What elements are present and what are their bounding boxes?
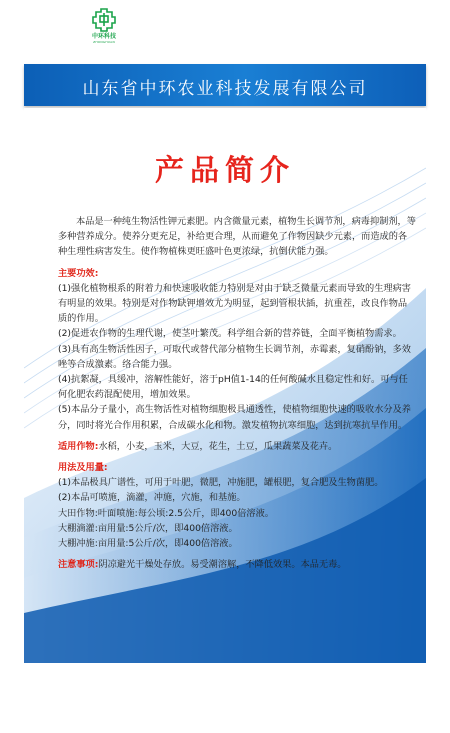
notice-line xyxy=(58,557,416,572)
logo-mark-icon xyxy=(92,8,116,32)
intro-paragraph: 本品是一种纯生物活性钾元素肥。内含微量元素，植物生长调节剂，病毒抑制剂，等多种营养成分。使养分更充足，补给更合理，从而避免了作物因缺少元素，而造成的各种生理性病害发生。使作物植株更旺盛叶色更浓绿，抗倒伏能力强。 xyxy=(58,216,416,258)
content-panel xyxy=(24,108,426,663)
function-item: (3)具有高生物活性因子，可取代或替代部分植物生长调节剂，赤霉素，复硝酚钠，多效唑等合成激素。络合能力强。 xyxy=(58,343,411,370)
usage-item: (1)本品极具广谱性，可用于叶肥，微肥，冲施肥，罐根肥，复合肥及生物菌肥。 xyxy=(58,477,384,489)
notice-label: 注意事项: xyxy=(58,559,99,571)
usage-item: 大棚滴灌:亩用量:5公斤/次，即400倍溶液。 xyxy=(58,522,238,534)
crops-text: 水稻，小麦，玉米，大豆，花生，土豆，瓜果蔬菜及花卉。 xyxy=(98,440,338,452)
usage-item: (2)本品可喷施，滴灌，冲施，穴施，和基施。 xyxy=(58,492,246,504)
functions-title: 主要功效: xyxy=(58,267,99,279)
function-item: (1)强化植物根系的附着力和快速吸收能力特别是对由于缺乏微量元素而导致的生理病害有明显的效果。特别是对作物缺钾增效尤为明显，起到管根状插，抗重茬，改良作物品质的作用。 xyxy=(58,282,411,325)
function-item: (4)抗絮凝，具缓冲，溶解性能好，溶于pH值1-14的任何酸碱水且稳定性和好。可与任何化肥农药混配使用，增加效果。 xyxy=(58,374,408,401)
function-item: (2)促进农作物的生理代谢，使茎叶繁茂。科学组合新的营养链，全面平衡植物需求。 xyxy=(58,328,402,340)
product-description xyxy=(58,214,416,572)
crops-line xyxy=(58,439,416,454)
company-banner xyxy=(24,64,426,106)
function-item: (5)本品分子量小，高生物活性对植物细胞极具通透性，使植物细胞快速的吸收水分及养分，同时将光合作用积累，合成碳水化和物。激发植物抗寒细胞，达到抗寒抗旱作用。 xyxy=(58,404,411,431)
page-title: 产品简介 xyxy=(154,153,295,187)
usage-item: 大棚冲施:亩用量:5公斤/次，即400倍溶液。 xyxy=(58,538,238,550)
company-name: 山东省中环农业科技发展有限公司 xyxy=(82,79,368,99)
usage-item: 大田作物:叶面喷施:每公顷:2.5公斤，即400倍溶液。 xyxy=(58,507,274,519)
usage-title: 用法及用量: xyxy=(58,462,108,474)
notice-text: 阴凉避光干燥处存放。易受潮溶解，不降低效果。本品无毒。 xyxy=(98,559,347,571)
logo-name: 中环科技 xyxy=(91,33,116,40)
crops-label: 适用作物: xyxy=(58,440,99,452)
logo-sub: ZHONGHUAN xyxy=(93,40,115,44)
company-logo xyxy=(84,8,124,48)
